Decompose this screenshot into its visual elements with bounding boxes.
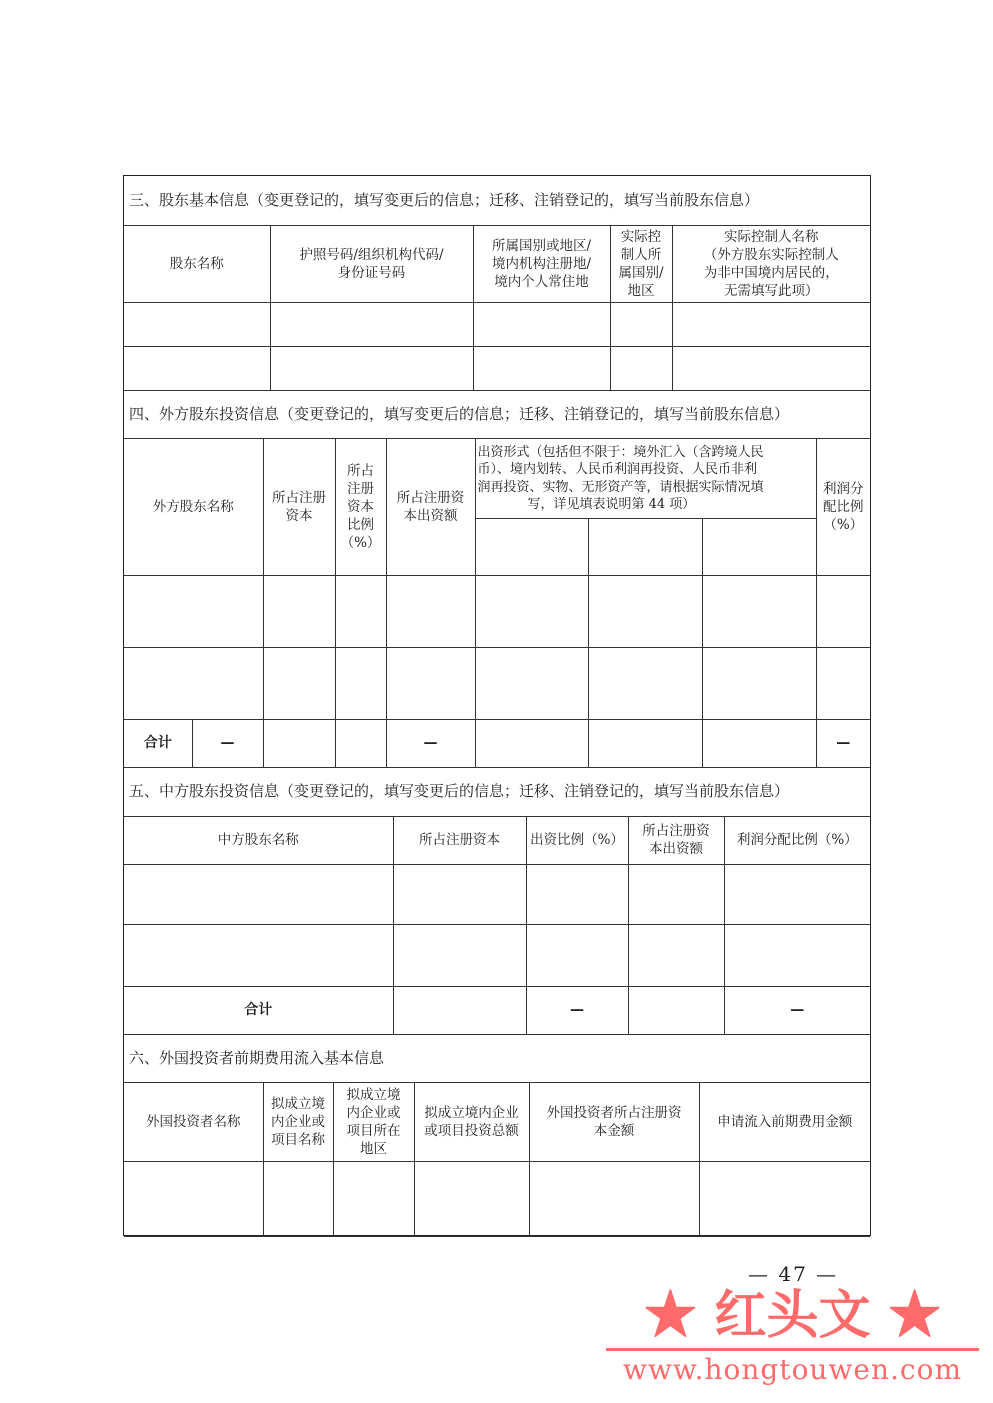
col-registered-capital-amount: 外国投资者所占注册资 本金额 xyxy=(529,1083,699,1162)
contribution-form-sub-1[interactable] xyxy=(475,519,588,576)
col-capital-ratio: 所占 注册 资本 比例 （%） xyxy=(335,439,386,576)
watermark-divider xyxy=(606,1348,979,1351)
watermark-url[interactable]: www.hongtouwen.com xyxy=(622,1353,963,1386)
col-shareholder-name: 股东名称 xyxy=(124,225,270,302)
watermark-title: ★ 红头文 ★ xyxy=(644,1285,941,1346)
total-dash: — xyxy=(526,986,628,1034)
chinese-shareholder-investment-table xyxy=(124,768,870,1035)
foreign-shareholder-investment-table xyxy=(124,391,870,769)
section-3-title: 三、股东基本信息（变更登记的，填写变更后的信息；迁移、注销登记的，填写当前股东信息） xyxy=(124,176,870,225)
table-row xyxy=(124,648,870,720)
col-capital-contribution: 所占注册资 本出资额 xyxy=(628,816,724,864)
table-row xyxy=(124,864,870,924)
table-row xyxy=(124,346,870,390)
total-row xyxy=(124,986,870,1034)
section-5-title: 五、中方股东投资信息（变更登记的，填写变更后的信息；迁移、注销登记的，填写当前股东信息） xyxy=(124,768,870,816)
col-registered-capital: 所占注册 资本 xyxy=(263,439,335,576)
col-foreign-shareholder-name: 外方股东名称 xyxy=(124,439,263,576)
total-label: 合计 xyxy=(124,720,192,768)
total-dash: — xyxy=(192,720,263,768)
table-row xyxy=(124,1162,870,1237)
watermark xyxy=(600,1286,985,1396)
col-profit-ratio: 利润分 配比例 （%） xyxy=(816,439,870,576)
total-label: 合计 xyxy=(124,986,393,1034)
contribution-form-sub-3[interactable] xyxy=(702,519,816,576)
col-total-investment: 拟成立境内企业 或项目投资总额 xyxy=(414,1083,529,1162)
table-row xyxy=(124,924,870,986)
table-row xyxy=(124,576,870,648)
shareholder-basic-info-table xyxy=(124,176,870,391)
total-dash: — xyxy=(386,720,475,768)
section-6-title: 六、外国投资者前期费用流入基本信息 xyxy=(124,1035,870,1083)
col-country-region: 所属国别或地区/ 境内机构注册地/ 境内个人常住地 xyxy=(473,225,610,302)
table-row xyxy=(124,302,870,346)
col-capital-contribution: 所占注册资 本出资额 xyxy=(386,439,475,576)
col-actual-controller: 实际控制人名称 （外方股东实际控制人 为非中国境内居民的， 无需填写此项） xyxy=(672,225,870,302)
col-planned-enterprise-name: 拟成立境 内企业或 项目名称 xyxy=(263,1083,333,1162)
col-contribution-form: 出资形式（包括但不限于：境外汇入（含跨境人民 币）、境内划转、人民币利润再投资、人民币非利 润再投资、实物、无形资产等，请根据实际情况填 写，详见填表说明第 44 项） xyxy=(475,439,816,519)
total-dash: — xyxy=(816,720,870,768)
col-controller-country: 实际控 制人所 属国别/ 地区 xyxy=(610,225,672,302)
registration-form xyxy=(123,175,871,1236)
total-row xyxy=(124,720,870,768)
col-requested-inflow: 申请流入前期费用金额 xyxy=(699,1083,870,1162)
col-planned-location: 拟成立境 内企业或 项目所在 地区 xyxy=(333,1083,414,1162)
col-profit-ratio: 利润分配比例（%） xyxy=(724,816,870,864)
col-registered-capital: 所占注册资本 xyxy=(393,816,526,864)
section-4-title: 四、外方股东投资信息（变更登记的，填写变更后的信息；迁移、注销登记的，填写当前股东信息） xyxy=(124,391,870,439)
page-number: — 47 — xyxy=(748,1262,839,1286)
preliminary-expenses-table xyxy=(124,1035,870,1238)
total-dash: — xyxy=(724,986,870,1034)
contribution-form-sub-2[interactable] xyxy=(588,519,702,576)
col-id-number: 护照号码/组织机构代码/ 身份证号码 xyxy=(270,225,473,302)
col-foreign-investor-name: 外国投资者名称 xyxy=(124,1083,263,1162)
col-contribution-ratio: 出资比例（%） xyxy=(526,816,628,864)
col-chinese-shareholder-name: 中方股东名称 xyxy=(124,816,393,864)
